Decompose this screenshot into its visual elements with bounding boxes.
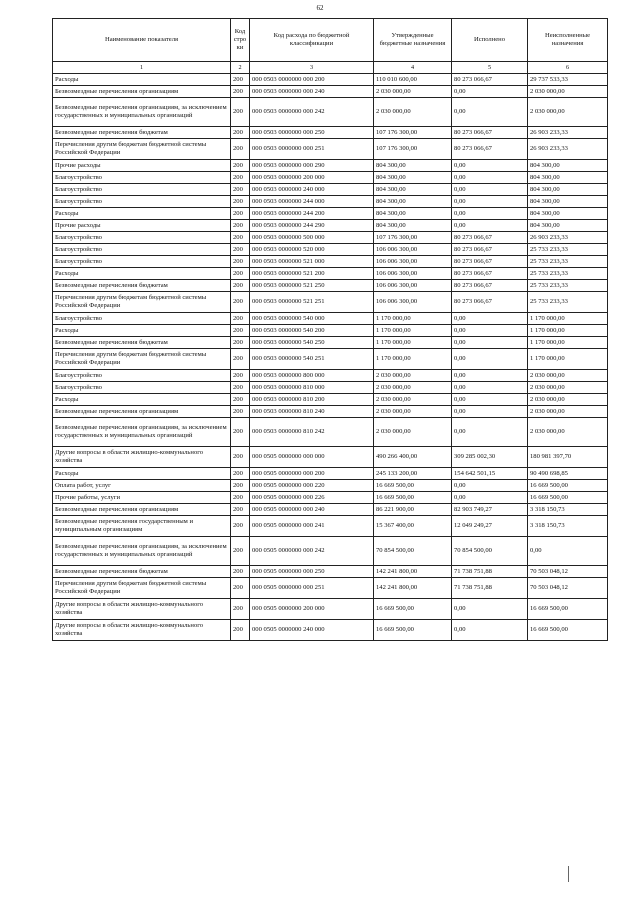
row-executed-amount: 80 273 066,67 [452,280,528,292]
row-line-code: 200 [231,370,250,382]
row-line-code: 200 [231,578,250,599]
row-line-code: 200 [231,86,250,98]
table-row [53,244,608,256]
row-executed-amount: 0,00 [452,418,528,447]
row-remaining-amount: 3 318 150,73 [528,504,608,516]
row-budget-code: 000 0503 0000000 810 242 [250,418,374,447]
row-budget-code: 000 0505 0000000 200 000 [250,599,374,620]
row-budget-code: 000 0505 0000000 000 240 [250,504,374,516]
table-row [53,382,608,394]
row-executed-amount: 80 273 066,67 [452,74,528,86]
row-name: Перечисления другим бюджетам бюджетной системы Российской Федерации [53,292,231,313]
table-row [53,578,608,599]
row-line-code: 200 [231,268,250,280]
row-approved-amount: 106 006 300,00 [374,292,452,313]
row-approved-amount: 106 006 300,00 [374,268,452,280]
row-name: Безвозмездные перечисления бюджетам [53,566,231,578]
row-name: Безвозмездные перечисления государственным и муниципальным организациям [53,516,231,537]
table-row [53,516,608,537]
row-budget-code: 000 0505 0000000 000 200 [250,468,374,480]
row-remaining-amount: 2 030 000,00 [528,370,608,382]
row-approved-amount: 107 176 300,00 [374,232,452,244]
row-name: Расходы [53,468,231,480]
row-executed-amount: 154 642 501,15 [452,468,528,480]
table-row [53,337,608,349]
row-line-code: 200 [231,566,250,578]
row-remaining-amount: 804 300,00 [528,172,608,184]
column-number: 5 [452,62,528,74]
row-name: Безвозмездные перечисления бюджетам [53,337,231,349]
row-name: Прочие работы, услуги [53,492,231,504]
row-remaining-amount: 25 733 233,33 [528,256,608,268]
row-line-code: 200 [231,244,250,256]
row-line-code: 200 [231,418,250,447]
row-line-code: 200 [231,337,250,349]
column-header-line-code: Код стро ки [231,19,250,62]
row-executed-amount: 0,00 [452,196,528,208]
row-executed-amount: 70 854 500,00 [452,537,528,566]
row-executed-amount: 0,00 [452,406,528,418]
row-name: Перечисления другим бюджетам бюджетной системы Российской Федерации [53,139,231,160]
row-budget-code: 000 0503 0000000 800 000 [250,370,374,382]
row-approved-amount: 2 030 000,00 [374,370,452,382]
row-remaining-amount: 90 490 698,85 [528,468,608,480]
row-remaining-amount: 2 030 000,00 [528,406,608,418]
row-line-code: 200 [231,349,250,370]
row-budget-code: 000 0503 0000000 540 000 [250,313,374,325]
row-approved-amount: 86 221 900,00 [374,504,452,516]
row-executed-amount: 0,00 [452,349,528,370]
row-approved-amount: 245 133 200,00 [374,468,452,480]
row-approved-amount: 804 300,00 [374,184,452,196]
table-row [53,394,608,406]
row-line-code: 200 [231,139,250,160]
table-row [53,537,608,566]
row-line-code: 200 [231,504,250,516]
row-executed-amount: 80 273 066,67 [452,268,528,280]
table-row [53,256,608,268]
row-approved-amount: 1 170 000,00 [374,325,452,337]
row-executed-amount: 71 738 751,88 [452,578,528,599]
column-number-row [53,62,608,74]
row-name: Перечисления другим бюджетам бюджетной системы Российской Федерации [53,578,231,599]
table-row [53,220,608,232]
row-approved-amount: 490 266 400,00 [374,447,452,468]
row-budget-code: 000 0505 0000000 000 251 [250,578,374,599]
row-budget-code: 000 0503 0000000 000 250 [250,127,374,139]
row-approved-amount: 106 006 300,00 [374,244,452,256]
row-name: Безвозмездные перечисления организациям, за исключением государственных и муниципальных организаций [53,98,231,127]
row-budget-code: 000 0503 0000000 540 250 [250,337,374,349]
row-executed-amount: 80 273 066,67 [452,127,528,139]
row-approved-amount: 1 170 000,00 [374,313,452,325]
row-approved-amount: 2 030 000,00 [374,394,452,406]
table-row [53,127,608,139]
row-budget-code: 000 0503 0000000 810 000 [250,382,374,394]
row-line-code: 200 [231,220,250,232]
table-row [53,370,608,382]
row-remaining-amount: 804 300,00 [528,160,608,172]
row-name: Благоустройство [53,184,231,196]
table-row [53,196,608,208]
row-remaining-amount: 1 170 000,00 [528,349,608,370]
row-budget-code: 000 0503 0000000 810 200 [250,394,374,406]
table-row [53,292,608,313]
row-name: Прочие расходы [53,220,231,232]
row-budget-code: 000 0505 0000000 000 242 [250,537,374,566]
page-number: 62 [316,4,324,12]
table-row [53,418,608,447]
row-remaining-amount: 180 981 397,70 [528,447,608,468]
column-number: 2 [231,62,250,74]
row-budget-code: 000 0503 0000000 244 000 [250,196,374,208]
row-remaining-amount: 2 030 000,00 [528,86,608,98]
row-remaining-amount: 0,00 [528,537,608,566]
table-row [53,74,608,86]
row-remaining-amount: 804 300,00 [528,196,608,208]
row-remaining-amount: 26 903 233,33 [528,232,608,244]
row-line-code: 200 [231,98,250,127]
row-budget-code: 000 0503 0000000 200 000 [250,172,374,184]
row-approved-amount: 2 030 000,00 [374,406,452,418]
row-remaining-amount: 804 300,00 [528,220,608,232]
table-row [53,280,608,292]
row-line-code: 200 [231,184,250,196]
row-executed-amount: 0,00 [452,620,528,641]
row-name: Благоустройство [53,244,231,256]
row-line-code: 200 [231,480,250,492]
row-line-code: 200 [231,537,250,566]
row-approved-amount: 16 669 500,00 [374,620,452,641]
row-remaining-amount: 25 733 233,33 [528,292,608,313]
row-remaining-amount: 25 733 233,33 [528,280,608,292]
row-approved-amount: 2 030 000,00 [374,382,452,394]
row-remaining-amount: 29 737 533,33 [528,74,608,86]
row-executed-amount: 0,00 [452,98,528,127]
row-remaining-amount: 2 030 000,00 [528,394,608,406]
row-line-code: 200 [231,313,250,325]
table-row [53,566,608,578]
row-line-code: 200 [231,160,250,172]
row-name: Расходы [53,74,231,86]
table-row [53,232,608,244]
table-row [53,184,608,196]
row-approved-amount: 804 300,00 [374,196,452,208]
row-line-code: 200 [231,127,250,139]
row-executed-amount: 0,00 [452,382,528,394]
table-row [53,313,608,325]
row-name: Безвозмездные перечисления организациям, за исключением государственных и муниципальных организаций [53,418,231,447]
row-name: Оплата работ, услуг [53,480,231,492]
row-remaining-amount: 25 733 233,33 [528,244,608,256]
row-line-code: 200 [231,447,250,468]
row-budget-code: 000 0503 0000000 244 200 [250,208,374,220]
row-executed-amount: 12 049 249,27 [452,516,528,537]
row-executed-amount: 0,00 [452,480,528,492]
row-executed-amount: 71 738 751,88 [452,566,528,578]
row-budget-code: 000 0503 0000000 000 242 [250,98,374,127]
table-body [53,74,608,641]
row-name: Благоустройство [53,313,231,325]
column-header-executed: Исполнено [452,19,528,62]
row-budget-code: 000 0503 0000000 810 240 [250,406,374,418]
row-remaining-amount: 26 903 233,33 [528,139,608,160]
row-executed-amount: 0,00 [452,599,528,620]
row-approved-amount: 142 241 800,00 [374,578,452,599]
row-budget-code: 000 0503 0000000 540 200 [250,325,374,337]
table-row [53,480,608,492]
row-budget-code: 000 0503 0000000 000 290 [250,160,374,172]
row-approved-amount: 106 006 300,00 [374,256,452,268]
row-line-code: 200 [231,208,250,220]
row-approved-amount: 15 367 400,00 [374,516,452,537]
table-row [53,98,608,127]
row-remaining-amount: 16 669 500,00 [528,620,608,641]
row-name: Расходы [53,208,231,220]
row-budget-code: 000 0505 0000000 000 250 [250,566,374,578]
row-remaining-amount: 2 030 000,00 [528,382,608,394]
row-name: Благоустройство [53,382,231,394]
row-executed-amount: 0,00 [452,313,528,325]
row-line-code: 200 [231,468,250,480]
row-name: Перечисления другим бюджетам бюджетной системы Российской Федерации [53,349,231,370]
row-budget-code: 000 0503 0000000 520 000 [250,244,374,256]
row-executed-amount: 0,00 [452,337,528,349]
row-approved-amount: 107 176 300,00 [374,139,452,160]
row-name: Другие вопросы в области жилищно-коммунального хозяйства [53,620,231,641]
row-remaining-amount: 16 669 500,00 [528,480,608,492]
table-row [53,325,608,337]
row-approved-amount: 70 854 500,00 [374,537,452,566]
row-remaining-amount: 70 503 048,12 [528,578,608,599]
row-executed-amount: 0,00 [452,160,528,172]
row-name: Расходы [53,268,231,280]
row-executed-amount: 80 273 066,67 [452,292,528,313]
table-row [53,599,608,620]
row-approved-amount: 804 300,00 [374,220,452,232]
row-executed-amount: 80 273 066,67 [452,232,528,244]
row-budget-code: 000 0503 0000000 521 250 [250,280,374,292]
table-row [53,208,608,220]
row-executed-amount: 0,00 [452,492,528,504]
row-line-code: 200 [231,406,250,418]
row-approved-amount: 804 300,00 [374,160,452,172]
row-approved-amount: 142 241 800,00 [374,566,452,578]
table-header-row [53,19,608,62]
row-executed-amount: 0,00 [452,370,528,382]
row-budget-code: 000 0505 0000000 000 226 [250,492,374,504]
row-name: Безвозмездные перечисления бюджетам [53,127,231,139]
row-approved-amount: 106 006 300,00 [374,280,452,292]
table-row [53,504,608,516]
row-remaining-amount: 1 170 000,00 [528,313,608,325]
column-number: 1 [53,62,231,74]
row-line-code: 200 [231,382,250,394]
row-line-code: 200 [231,256,250,268]
column-number: 4 [374,62,452,74]
table-row [53,86,608,98]
row-remaining-amount: 2 030 000,00 [528,418,608,447]
row-line-code: 200 [231,196,250,208]
table-row [53,406,608,418]
row-line-code: 200 [231,394,250,406]
row-executed-amount: 0,00 [452,172,528,184]
row-executed-amount: 0,00 [452,220,528,232]
row-executed-amount: 80 273 066,67 [452,139,528,160]
row-name: Прочие расходы [53,160,231,172]
row-name: Безвозмездные перечисления организациям [53,406,231,418]
row-line-code: 200 [231,492,250,504]
row-budget-code: 000 0505 0000000 000 241 [250,516,374,537]
row-approved-amount: 2 030 000,00 [374,98,452,127]
row-executed-amount: 0,00 [452,184,528,196]
row-remaining-amount: 70 503 048,12 [528,566,608,578]
column-number: 6 [528,62,608,74]
row-budget-code: 000 0503 0000000 244 290 [250,220,374,232]
row-approved-amount: 16 669 500,00 [374,480,452,492]
row-remaining-amount: 26 903 233,33 [528,127,608,139]
row-budget-code: 000 0503 0000000 240 000 [250,184,374,196]
row-executed-amount: 80 273 066,67 [452,244,528,256]
row-line-code: 200 [231,516,250,537]
row-approved-amount: 110 010 600,00 [374,74,452,86]
row-line-code: 200 [231,325,250,337]
row-remaining-amount: 16 669 500,00 [528,492,608,504]
row-name: Благоустройство [53,232,231,244]
row-line-code: 200 [231,232,250,244]
row-line-code: 200 [231,292,250,313]
table-row [53,447,608,468]
row-name: Другие вопросы в области жилищно-коммунального хозяйства [53,447,231,468]
table-row [53,349,608,370]
row-executed-amount: 0,00 [452,325,528,337]
row-remaining-amount: 804 300,00 [528,208,608,220]
row-executed-amount: 0,00 [452,394,528,406]
table-row [53,172,608,184]
table-row [53,139,608,160]
row-line-code: 200 [231,172,250,184]
margin-mark [568,866,569,882]
table-row [53,620,608,641]
table-row [53,268,608,280]
row-budget-code: 000 0503 0000000 540 251 [250,349,374,370]
column-header-budget-code: Код расхода по бюджетной классификации [250,19,374,62]
row-name: Безвозмездные перечисления организациям [53,504,231,516]
row-name: Другие вопросы в области жилищно-коммунального хозяйства [53,599,231,620]
row-budget-code: 000 0505 0000000 000 220 [250,480,374,492]
row-approved-amount: 16 669 500,00 [374,492,452,504]
row-name: Благоустройство [53,196,231,208]
row-approved-amount: 1 170 000,00 [374,337,452,349]
row-approved-amount: 1 170 000,00 [374,349,452,370]
row-executed-amount: 0,00 [452,86,528,98]
row-executed-amount: 82 903 749,27 [452,504,528,516]
table-row [53,160,608,172]
row-budget-code: 000 0503 0000000 000 240 [250,86,374,98]
row-budget-code: 000 0505 0000000 000 000 [250,447,374,468]
row-budget-code: 000 0503 0000000 521 200 [250,268,374,280]
row-approved-amount: 2 030 000,00 [374,418,452,447]
row-budget-code: 000 0505 0000000 240 000 [250,620,374,641]
row-remaining-amount: 1 170 000,00 [528,325,608,337]
table-row [53,492,608,504]
row-name: Безвозмездные перечисления бюджетам [53,280,231,292]
row-name: Благоустройство [53,370,231,382]
row-name: Безвозмездные перечисления организациям [53,86,231,98]
column-number: 3 [250,62,374,74]
row-budget-code: 000 0503 0000000 521 000 [250,256,374,268]
row-approved-amount: 107 176 300,00 [374,127,452,139]
row-executed-amount: 80 273 066,67 [452,256,528,268]
row-line-code: 200 [231,620,250,641]
row-remaining-amount: 2 030 000,00 [528,98,608,127]
row-name: Благоустройство [53,256,231,268]
column-header-remaining: Неисполненные назначения [528,19,608,62]
row-budget-code: 000 0503 0000000 500 000 [250,232,374,244]
table-row [53,468,608,480]
row-budget-code: 000 0503 0000000 521 251 [250,292,374,313]
row-remaining-amount: 1 170 000,00 [528,337,608,349]
column-header-approved: Утвержденные бюджетные назначения [374,19,452,62]
row-approved-amount: 16 669 500,00 [374,599,452,620]
row-name: Расходы [53,394,231,406]
row-name: Безвозмездные перечисления организациям, за исключением государственных и муниципальных организаций [53,537,231,566]
row-budget-code: 000 0503 0000000 000 251 [250,139,374,160]
row-approved-amount: 804 300,00 [374,172,452,184]
budget-execution-table [52,18,608,641]
row-executed-amount: 0,00 [452,208,528,220]
row-approved-amount: 804 300,00 [374,208,452,220]
row-approved-amount: 2 030 000,00 [374,86,452,98]
column-header-name: Наименование показателя [53,19,231,62]
row-remaining-amount: 3 318 150,73 [528,516,608,537]
row-remaining-amount: 25 733 233,33 [528,268,608,280]
row-line-code: 200 [231,599,250,620]
row-remaining-amount: 16 669 500,00 [528,599,608,620]
row-name: Благоустройство [53,172,231,184]
row-remaining-amount: 804 300,00 [528,184,608,196]
row-line-code: 200 [231,74,250,86]
row-line-code: 200 [231,280,250,292]
row-executed-amount: 309 285 002,30 [452,447,528,468]
row-budget-code: 000 0503 0000000 000 200 [250,74,374,86]
row-name: Расходы [53,325,231,337]
